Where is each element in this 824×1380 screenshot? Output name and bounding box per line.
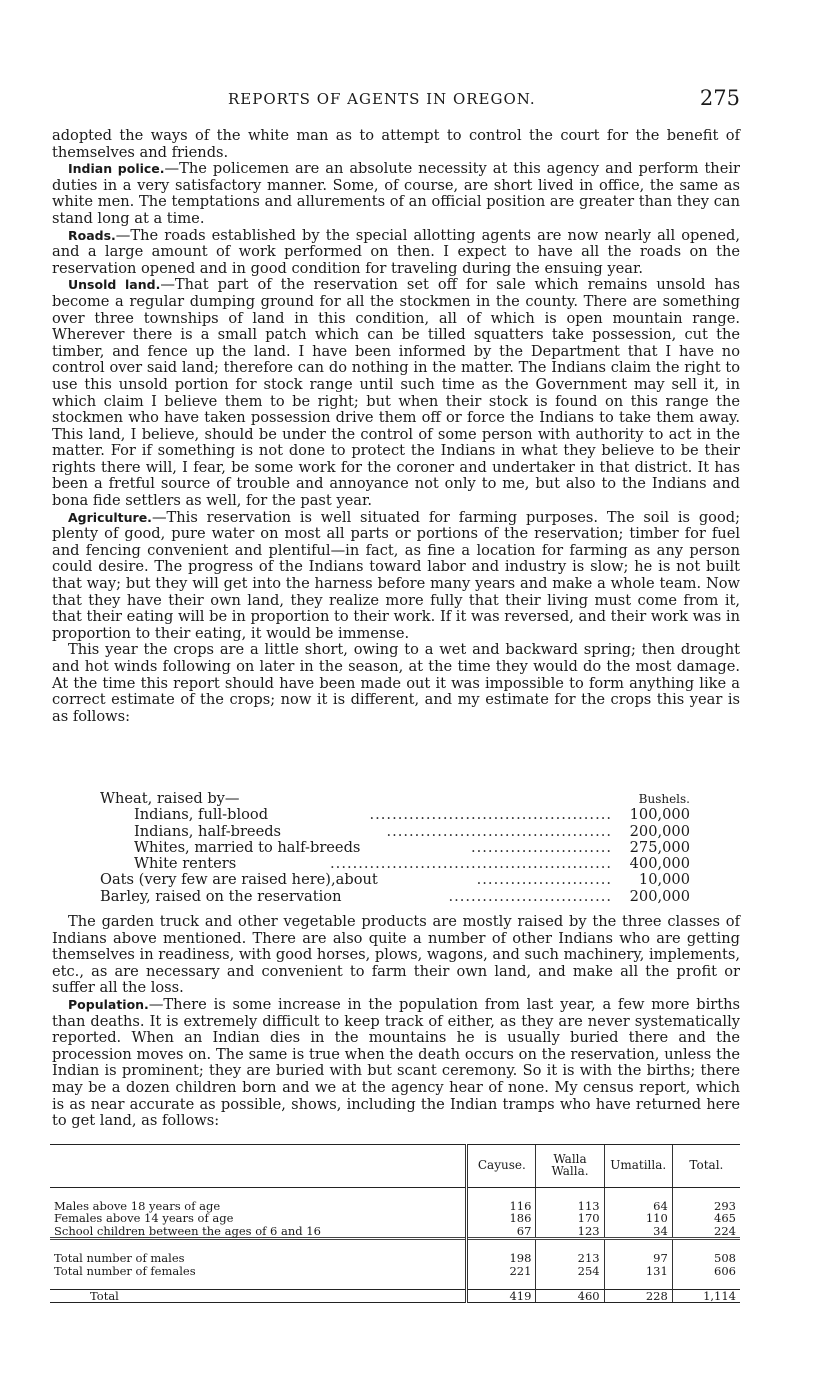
crop-row (100, 872, 690, 888)
census-row (50, 1252, 740, 1264)
cell: 419 (467, 1290, 536, 1303)
cell: 123 (536, 1225, 604, 1239)
cell: 213 (536, 1252, 604, 1264)
census-row (50, 1212, 740, 1224)
section-head: Population. (68, 996, 149, 1012)
section-head: Roads. (68, 227, 116, 243)
cell: 131 (604, 1265, 672, 1277)
crop-label: Indians, half-breeds (134, 822, 282, 840)
crop-value: 275,000 (629, 838, 690, 856)
crop-row (100, 889, 690, 905)
paragraph: adopted the ways of the white man as to attempt to control the court for the benefit of themselves and friends. (52, 127, 740, 161)
census-total-row (50, 1290, 740, 1303)
paragraph-roads: Roads.—The roads established by the special allotting agents are now nearly all opened, and a large amount of work performed on then. I expect to have all the roads on the reservation opened and in good condition for traveling during the ensuing year. (52, 226, 740, 277)
section-head: Indian police. (68, 161, 165, 177)
paragraph-population: Population.—There is some increase in the population from last year, a few more births than deaths. It is extremely difficult to keep track of either, as they are never systematically reported. When an Indian dies in the mountains he is usually buried there and the procession moves on. The same is true when the death occurs on the reservation, unless the Indian is prominent; they are buried with but scant ceremony. So it is with the births; there may be a dozen children born and we at the agency hear of none. My census report, which is as near accurate as possible, shows, including the Indian tramps who have returned here to get land, as follows: (52, 995, 740, 1130)
row-label: Females above 14 years of age (54, 1211, 234, 1226)
col-total: Total. (672, 1145, 740, 1188)
body-text-bottom (52, 914, 740, 1130)
cell: 293 (672, 1200, 740, 1212)
crop-row (100, 824, 690, 840)
cell: 228 (604, 1290, 672, 1303)
crop-value: 100,000 (629, 806, 690, 824)
crop-label: Whites, married to half-breeds (134, 838, 361, 856)
row-label: Total number of females (54, 1263, 196, 1278)
leader-dots: ............................. (448, 887, 612, 905)
crop-row (100, 807, 690, 823)
census-table (50, 1144, 740, 1303)
crop-row (100, 840, 690, 856)
row-label: Total (50, 1290, 467, 1303)
cell: 34 (604, 1225, 672, 1239)
cell: 460 (536, 1290, 604, 1303)
cell: 64 (604, 1200, 672, 1212)
crop-heading: Wheat, raised by— (100, 790, 240, 807)
crop-value: 200,000 (629, 887, 690, 905)
cell: 1,114 (672, 1290, 740, 1303)
cell: 116 (467, 1200, 536, 1212)
leader-dots: ........................................... (369, 806, 612, 824)
cell: 113 (536, 1200, 604, 1212)
cell: 198 (467, 1252, 536, 1264)
col-walla-walla: Walla Walla. (536, 1145, 604, 1188)
cell: 170 (536, 1212, 604, 1224)
crop-value: 10,000 (638, 871, 690, 889)
census-row (50, 1225, 740, 1239)
cell: 110 (604, 1212, 672, 1224)
section-head: Agriculture. (68, 509, 152, 525)
cell: 186 (467, 1212, 536, 1224)
paragraph-unsold-land: Unsold land.—That part of the reservation set off for sale which remains unsold has become a regular dumping ground for all the stockmen in the county. There are something over three townships of land in this condition, all of which is open mountain range. Wherever there is a small patch which can be tilled squatters take possession, cut the timber, and fence up the land. I have been informed by the Department that I have no control over said land; therefore can do nothing in the matter. The Indians claim the right to use this unsold portion for stock range until such time as the Government may sell it, in which claim I believe them to be right; but when their stock is found on this range the stockmen who have taken possession drive them off or force the Indians to take them away. This land, I believe, should be under the control of some person with authority to act in the matter. For if something is not done to protect the Indians in what they believe to be their rights there will, I fear, be some work for the coroner and undertaker in that district. It has been a fretful source of trouble and annoyance not only to me, but also to the Indians and bona fide settlers as well, for the past year. (52, 276, 741, 510)
paragraph-crops-intro: This year the crops are a little short, owing to a wet and backward spring; then drought and hot winds following on later in the season, at the time they would do the most damage. At the time this report should have been made out it was impossible to form anything like a correct estimate of the crops; now it is different, and my estimate for the crops this year is as follows: (52, 641, 740, 725)
row-label: School children between the ages of 6 and 16 (54, 1223, 321, 1238)
running-title: REPORTS OF AGENTS IN OREGON. (228, 90, 536, 108)
crop-label: Indians, full-blood (134, 806, 269, 824)
leader-dots: ........................................ (386, 822, 612, 840)
census-header-row (50, 1145, 740, 1188)
crop-value: 400,000 (629, 855, 690, 873)
unit-header: Bushels. (638, 792, 690, 806)
census-header-blank (50, 1145, 467, 1188)
paragraph-indian-police: Indian police.—The policemen are an absolute necessity at this agency and perform their duties in a very satisfactory manner. Some, of course, are short lived in office, the same as white men. The temptations and allurements of an official position are greater than they can stand long at a time. (52, 160, 740, 227)
census-row (50, 1265, 740, 1277)
leader-dots: ........................ (476, 871, 612, 889)
crop-header-row (100, 791, 690, 807)
section-head: Unsold land. (68, 277, 161, 293)
cell: 221 (467, 1265, 536, 1277)
running-header (52, 86, 740, 112)
page-number: 275 (699, 86, 740, 110)
col-cayuse: Cayuse. (467, 1145, 536, 1188)
cell: 224 (672, 1225, 740, 1239)
spacer-row (50, 1277, 740, 1290)
cell: 465 (672, 1212, 740, 1224)
paragraph-garden-truck: The garden truck and other vegetable products are mostly raised by the three classes of Indians above mentioned. There are also quite a number of other Indians who are getting themselves in readiness, with good horses, plows, wagons, and such machinery, implements, etc., as are necessary and convenient to farm their own land, and make all the profit or suffer all the loss. (52, 913, 740, 997)
crop-value: 200,000 (629, 822, 690, 840)
row-label: Males above 18 years of age (54, 1199, 221, 1213)
cell: 67 (467, 1225, 536, 1239)
crop-label: Barley, raised on the reservation (100, 887, 342, 905)
crop-label: Oats (very few are raised here),about (100, 871, 378, 889)
col-umatilla: Umatilla. (604, 1145, 672, 1188)
cell: 97 (604, 1252, 672, 1264)
cell: 508 (672, 1252, 740, 1264)
cell: 254 (536, 1265, 604, 1277)
crop-row (100, 856, 690, 872)
crop-estimate-list (100, 791, 690, 905)
cell: 606 (672, 1265, 740, 1277)
crop-label: White renters (134, 855, 237, 873)
spacer-row (50, 1239, 740, 1253)
leader-dots: ......................... (471, 838, 612, 856)
leader-dots: .................................................. (330, 855, 612, 873)
paragraph-agriculture: Agriculture.—This reservation is well situated for farming purposes. The soil is good; plenty of good, pure water on most all parts or portions of the reservation; timber for fuel and fencing convenient and plentiful—in fact, as fine a location for farming as any person could desire. The progress of the Indians toward labor and industry is slow; he is not built that way; but they will get into the harness before many years and make a whole team. Now that they have their own land, they realize more fully that their living must come from it, that their eating will be in proportion to their work. If it was reversed, and their work was in proportion to their eating, it would be immense. (52, 508, 740, 642)
row-label: Total number of males (54, 1251, 185, 1266)
body-text-top (52, 128, 740, 725)
